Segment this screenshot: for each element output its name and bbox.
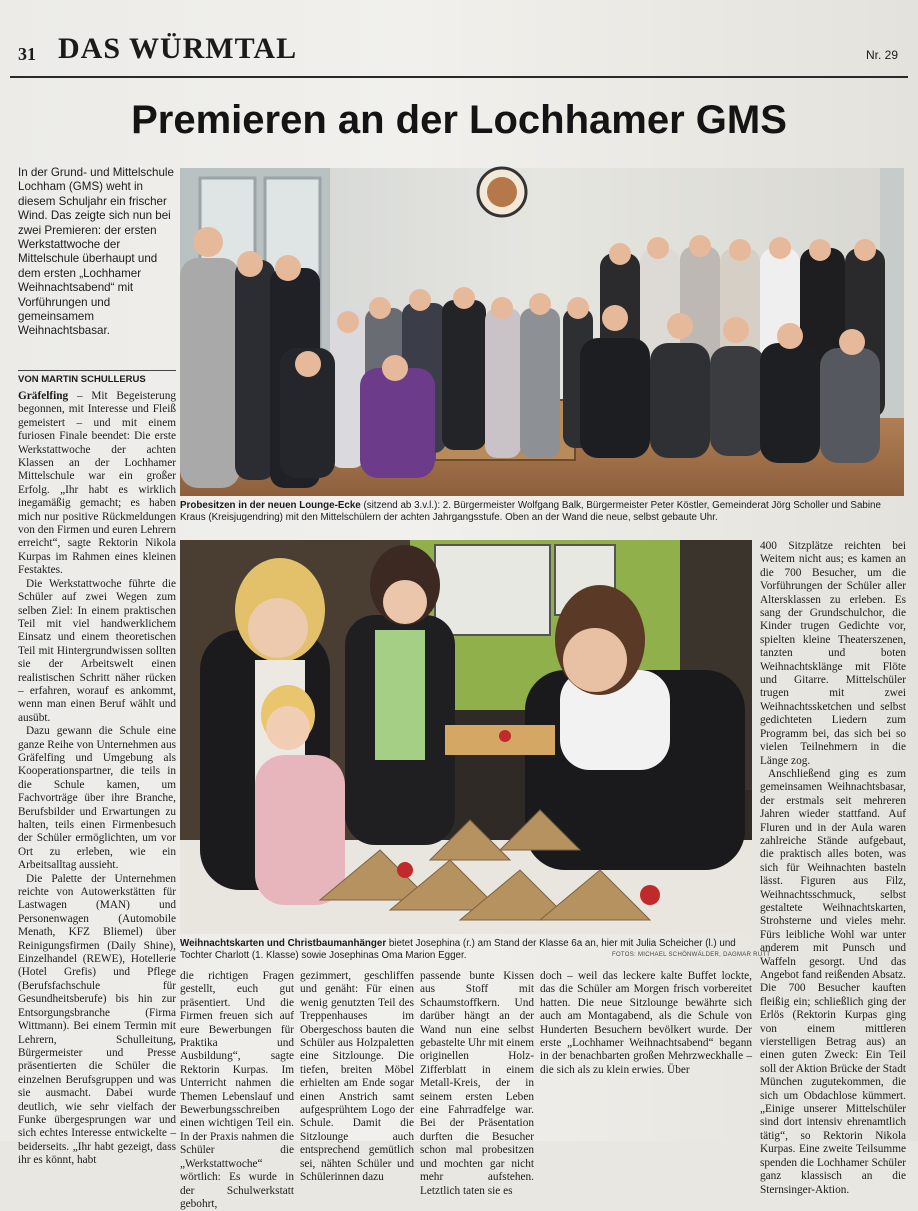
article-column-1 bbox=[18, 390, 176, 1167]
dateline: Gräfelfing bbox=[18, 390, 69, 402]
section-title: DAS WÜRMTAL bbox=[58, 32, 298, 65]
masthead bbox=[18, 34, 898, 68]
photo-lounge-caption-lead: Probesitzen in der neuen Lounge-Ecke bbox=[180, 500, 361, 511]
photo-christmas-bazaar bbox=[180, 540, 752, 934]
article-column-6 bbox=[760, 540, 906, 1196]
photo-lounge-group bbox=[180, 168, 904, 496]
photo-bazaar-caption bbox=[180, 938, 752, 962]
photo-lounge-group-image bbox=[180, 168, 904, 496]
article-column-4: passende bunte Kissen aus Stoff mit Schaumstoffkern. Und darüber hängt an der Wand nun eine selbst gebastelte Uhr mit einem originellen Holz-Zifferblatt in einem Metall-Kreis, der in seinem ersten Leben eine Fahrradfelge war. Bei der Präsentation durften die Besucher schon mal probesitzen und mochten gar nicht mehr aufstehen. Letztlich taten sie es bbox=[420, 970, 534, 1197]
article-column-2: die richtigen Fragen gestellt, euch gut präsentiert. Und die Firmen freuen sich auf eure Bewerbungen für Praktika und Ausbildung“, sagte Rektorin Kurpas. Im Unterricht nahmen die Themen Lebenslauf und Bewerbungsschreiben einen wichtigen Teil ein. In der Praxis nahmen die Schüler die „Werkstattwoche“ wörtlich: Es wurde in der Schulwerkstatt gebohrt, bbox=[180, 970, 294, 1210]
paragraph: Anschließend ging es zum gemeinsamen Weihnachtsbasar, der erstmals seit mehreren Jahren wieder stattfand. Auf Fluren und in der Aula waren zahlreiche Stände aufgebaut, die praktisch alles boten, was sich für Weihnachten basteln lässt. Figuren aus Filz, Weihnachtsschmuck, selbst gestaltete Weihnachtskarten, Strohsterne und vieles mehr. Fürs leibliche Wohl war unter anderem mit Punsch und Waffeln gesorgt. Und das Angebot fand reißenden Absatz. Die 700 Besucher kauften fleißig ein; schließlich ging der Erlös (Rektorin Kurpas ging von einem mittleren vierstelligen Betrag aus) an einen guten Zweck: Ein Teil soll der Aktion Brücke der Stadt München zugutekommen, die sich um Obdachlose kümmert. „Einige unserer Mittelschüler sind dort intensiv ehrenamtlich tätig“, so Rektorin Nikola Kurpas. Eine zweite Teilsumme spenden die Lochhamer Schüler ganz klassisch an die Sternsinger-Aktion. bbox=[760, 767, 906, 1196]
article-column-5: doch – weil das leckere kalte Buffet lockte, das die Schüler am Morgen frisch vorbereitet hatten. Die neue Sitzlounge bewährte sich auch am Montagabend, als die Schule von Hunderten Besuchern bevölkert wurde. Der erste „Lochhamer Weihnachtsabend“ begann in der benachbarten großen Mehrzweckhalle – die sich als zu klein erwies. Über bbox=[540, 970, 752, 1076]
paragraph: Dazu gewann die Schule eine ganze Reihe von Unternehmen aus Gräfelfing und Umgebung als Kooperationspartner, die teils in die Schule kamen, um Fachvorträge über ihre Branche, Berufsbilder und Erwartungen zu halten, teils einen Firmenbesuch der Schüler ermöglichten, um vor Ort zu erleben, wie ein Arbeitsalltag aussieht. bbox=[18, 725, 176, 872]
photo-lounge-caption bbox=[180, 500, 904, 524]
paragraph: Die Palette der Unternehmen reichte von Autowerkstätten für Lastwagen (MAN) und Personenwagen (Automobile Menath, KFZ Bliemel) über Reinigungsfirmen (Daily Shine), Einzelhandel (REWE), Hotellerie (Hotel Grefis) und Pflege (Berufsfachschule für Gesundheitsberufe) bis hin zur Entsorgungsbranche (Firma Wittmann). Bei einem Termin mit Lehrern, Schulleitung, Bürgermeister und Presse präsentierten die Schüler die einzelnen Berufsgruppen und was sie ausmacht. Dabei wurde deutlich, wie sehr vielfach der Funke übergesprungen war und sich echtes Interesse entwickelte – beiderseits. „Ihr habt gezeigt, dass ihr es könnt, habt bbox=[18, 872, 176, 1167]
photo-lounge-caption-text: (sitzend ab 3.v.l.): 2. Bürgermeister Wolfgang Balk, Bürgermeister Peter Köstler, Gemeinderat Jörg Scholler und Sabine Kraus (Kreisjugendring) mit den Mittelschülern der achten Jahrgangsstufe. Oben an der Wand die neue, selbst gebaute Uhr. bbox=[180, 500, 881, 524]
photo-christmas-bazaar-image bbox=[180, 540, 752, 934]
photo-credit: FOTOS: MICHAEL SCHÖNWÄLDER, DAGMAR RUTT bbox=[612, 952, 771, 958]
article-column-3: gezimmert, geschliffen und genäht: Für einen wenig genutzten Teil des Treppenhauses im Obergeschoss bauten die Schüler aus Holzpaletten eine Sitzlounge. Die tiefen, breiten Möbel erhielten am Ende sogar einen Anstrich samt aufgesprühtem Logo der Schule. Damit die Sitzlounge auch entsprechend gemütlich sei, nähten Schüler und Schülerinnen dazu bbox=[300, 970, 414, 1184]
page-number: 31 bbox=[18, 44, 36, 64]
masthead-rule bbox=[10, 76, 908, 78]
lead-paragraph: In der Grund- und Mittelschule Lochham (GMS) weht in diesem Schuljahr ein frischer Wind. Das zeigte sich nun bei zwei Premieren: der ersten Werkstattwoche der Mittelschule überhaupt und dem ersten „Lochhamer Weihnachtsabend“ mit Vorführungen und gemeinsamem Weihnachtsbasar. bbox=[18, 166, 174, 338]
headline: Premieren an der Lochhamer GMS bbox=[131, 98, 787, 142]
byline: VON MARTIN SCHULLERUS bbox=[18, 370, 176, 385]
photo-bazaar-caption-lead: Weihnachtskarten und Christbaumanhänger bbox=[180, 938, 387, 949]
paragraph: Gräfelfing – Mit Begeisterung begonnen, mit Interesse und Fleiß gemeistert – und mit einem furiosen Finale beendet: Die erste Werkstattwoche der achten Klassen an der Lochhamer Mittelschule war ein großer Erfolg. „Ihr habt es wirklich inegamäßig gemacht; es haben mich nur positive Rückmeldungen von den Firmen und euren Lehrern erreicht“, sagte Rektorin Nikola Kurpas im Rahmen eines kleinen Festaktes. bbox=[18, 390, 176, 577]
paragraph: 400 Sitzplätze reichten bei Weitem nicht aus; es kamen an die 700 Besucher, um die Vorführungen der Schüler aller Altersklassen zu erleben. Es sang der Grundschulchor, die Kinder trugen Gedichte vor, spielten kleine Theaterszenen, tanzten und boten Weihnachtsklänge mit Flöte und Gitarre. Mittelschüler trugen mit zwei Weihnachtssketchen und selbst gedichteten Liedern zum Programm bei, das sich bei so vielen Teilnehmern in die Länge zog. bbox=[760, 540, 906, 767]
paragraph: Die Werkstattwoche führte die Schüler auf zwei Wegen zum selben Ziel: In einem praktischen Teil mit viel handwerklichem Einsatz und einem theoretischen Teil mit Hintergrundwissen sollten sie der Arbeitswelt einen realistischen Schritt näher rücken – erfahren, worauf es ankommt, wenn man einen Beruf wählt und ausübt. bbox=[18, 577, 176, 724]
issue-number: Nr. 29 bbox=[865, 48, 898, 62]
photo-bazaar-caption-text: bietet Josephina (r.) am Stand der Klasse 6a an, hier mit Julia Scheicher (l.) und Tochter Charlott (1. Klasse) sowie Josephinas Oma Marion Egger. bbox=[180, 938, 736, 962]
